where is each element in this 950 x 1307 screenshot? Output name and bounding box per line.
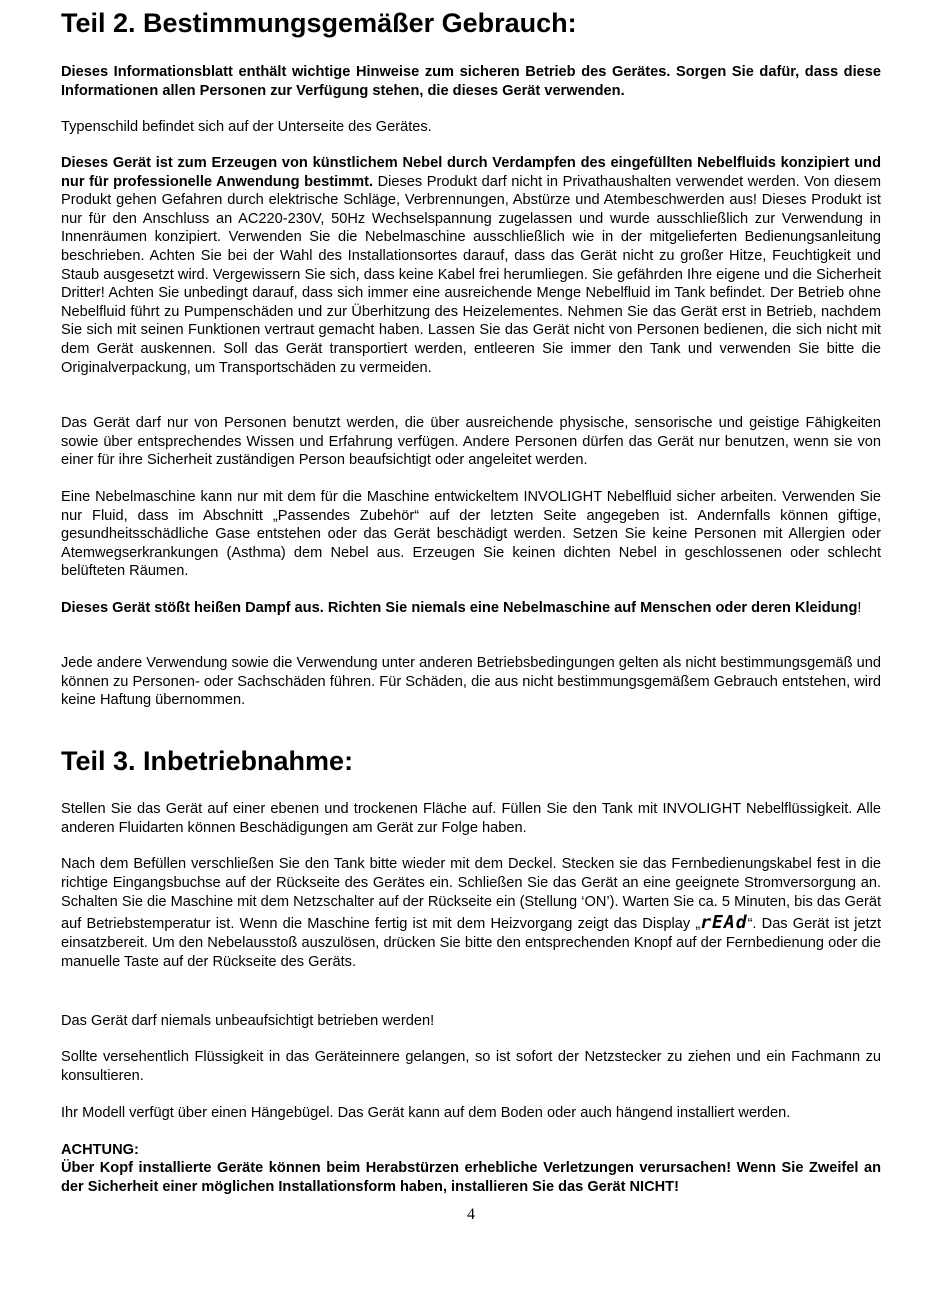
section-heading-teil3: Teil 3. Inbetriebnahme: [61,746,354,776]
intended-use-bold: Dieses Gerät ist zum Erzeugen von künstlichem Nebel durch Verdampfen des eingefüllten Nebelfluids konzipiert und nur für professionelle Anwendung bestimmt. [61,155,881,190]
fluid-paragraph: Eine Nebelmaschine kann nur mit dem für die Maschine entwickeltem INVOLIGHT Nebelfluid sicher arbeiten. Verwenden Sie nur Fluid, dass im Abschnitt „Passendes Zubehör“ auf der letzten Seite angegeben ist. Andernfalls können giftige, gesundheitsschädliche Gase entstehen oder das Gerät beschädigt werden. Setzen Sie keine Personen mit Allergien oder Atemwegserkrankungen (Asthma) dem Nebel aus. Erzeugen Sie keinen dichten Nebel in geschlossenen oder schlecht belüfteten Räumen. [61,489,881,580]
unattended-warning: Das Gerät darf niemals unbeaufsichtigt betrieben werden! [61,1013,435,1029]
achtung-label: ACHTUNG: [61,1142,139,1158]
startup-paragraph [61,855,881,972]
achtung-text: Über Kopf installierte Geräte können beim Herabstürzen erhebliche Verletzungen verursachen! Wenn Sie Zweifel an der Sicherheit einer möglichen Installationsform haben, installieren Sie das Gerät NICHT! [61,1160,881,1195]
page-number: 4 [467,1206,475,1223]
qualified-persons-paragraph: Das Gerät darf nur von Personen benutzt werden, die über ausreichende physische, sensorische und geistige Fähigkeiten sowie über entsprechendes Wissen und Erfahrung verfügen. Andere Personen dürfen das Gerät nur benutzen, wenn sie von einer für ihre Sicherheit zuständigen Person beaufsichtigt oder angeleitet werden. [61,415,881,469]
startup-text-b: “. Das Gerät ist jetzt einsatzbereit. Um den Nebelausstoß auszulösen, drücken Sie bitte den entsprechenden Knopf auf der Fernbedienung oder die manuelle Taste auf der Rückseite des Geräts. [61,915,881,971]
section-heading-teil2: Teil 2. Bestimmungsgemäßer Gebrauch: [61,8,577,38]
intro-paragraph: Dieses Informationsblatt enthält wichtige Hinweise zum sicheren Betrieb des Gerätes. Sorgen Sie dafür, dass diese Informationen allen Personen zur Verfügung stehen, die dieses Gerät verwenden. [61,64,881,99]
startup-text-a: Nach dem Befüllen verschließen Sie den Tank bitte wieder mit dem Deckel. Stecken sie das Fernbedienungskabel fest in die richtige Eingangsbuchse auf der Rückseite des Gerätes ein. Schließen Sie das Gerät an eine geeignete Stromversorgung an. Schalten Sie die Maschine mit dem Netzschalter auf der Rückseite ein (Stellung ‘ON’). Warten Sie ca. 5 Minuten, bis das Gerät auf Betriebstemperatur ist. Wenn die Maschine fertig ist mit dem Heizvorgang zeigt das Display „ [61,856,881,932]
setup-paragraph: Stellen Sie das Gerät auf einer ebenen und trockenen Fläche auf. Füllen Sie den Tank mit INVOLIGHT Nebelflüssigkeit. Alle anderen Fluidarten können Beschädigungen am Gerät zur Folge haben. [61,801,881,836]
typenschild-paragraph: Typenschild befindet sich auf der Unterseite des Gerätes. [61,119,432,135]
hot-steam-warning-end: ! [857,600,862,616]
hanging-bracket-paragraph: Ihr Modell verfügt über einen Hängebügel. Das Gerät kann auf dem Boden oder auch hängend installiert werden. [61,1105,791,1121]
liability-paragraph: Jede andere Verwendung sowie die Verwendung unter anderen Betriebsbedingungen gelten als nicht bestimmungsgemäß und können zu Personen- oder Sachschäden führen. Für Schäden, die aus nicht bestimmungsgemäßem Gebrauch entstehen, wird keine Haftung übernommen. [61,655,881,709]
display-read-glyph: rEAd [700,911,748,933]
liquid-ingress-paragraph: Sollte versehentlich Flüssigkeit in das Geräteinnere gelangen, so ist sofort der Netzstecker zu ziehen und ein Fachmann zu konsultieren. [61,1049,881,1084]
intended-use-text: Dieses Produkt darf nicht in Privathaushalten verwendet werden. Von diesem Produkt gehen Gefahren durch elektrische Schläge, Verbrennungen, Abstürze und Atembeschwerden aus! Dieses Produkt ist nur für den Anschluss an AC220-230V, 50Hz Wechselspannung zugelassen und wurde ausschließlich zur Verwendung in Innenräumen konzipiert. Verwenden Sie die Nebelmaschine ausschließlich wie in der mitgelieferten Bedienungsanleitung beschrieben. Achten Sie bei der Wahl des Installationsortes darauf, dass das Gerät nicht zu großer Hitze, Feuchtigkeit und Staub ausgesetzt wird. Vergewissern Sie sich, dass keine Kabel frei herumliegen. Sie gefährden Ihre eigene und die Sicherheit Dritter! Achten Sie unbedingt darauf, dass sich immer eine ausreichende Menge Nebelfluid im Tank befindet. Der Betrieb ohne Nebelfluid führt zu Pumpenschäden und zur Überhitzung des Heizelementes. Nehmen Sie das Gerät erst in Betrieb, nachdem Sie sich mit seinen Funktionen vertraut gemacht haben. Lassen Sie das Gerät nicht von Personen bedienen, die sich nicht mit dem Gerät auskennen. Soll das Gerät transportiert werden, entleeren Sie immer den Tank und verwenden Sie bitte die Originalverpackung, um Transportschäden zu vermeiden. [61,173,881,376]
hot-steam-warning [61,599,881,618]
hot-steam-warning-bold: Dieses Gerät stößt heißen Dampf aus. Richten Sie niemals eine Nebelmaschine auf Menschen oder deren Kleidung [61,600,858,616]
intended-use-paragraph [61,154,881,377]
